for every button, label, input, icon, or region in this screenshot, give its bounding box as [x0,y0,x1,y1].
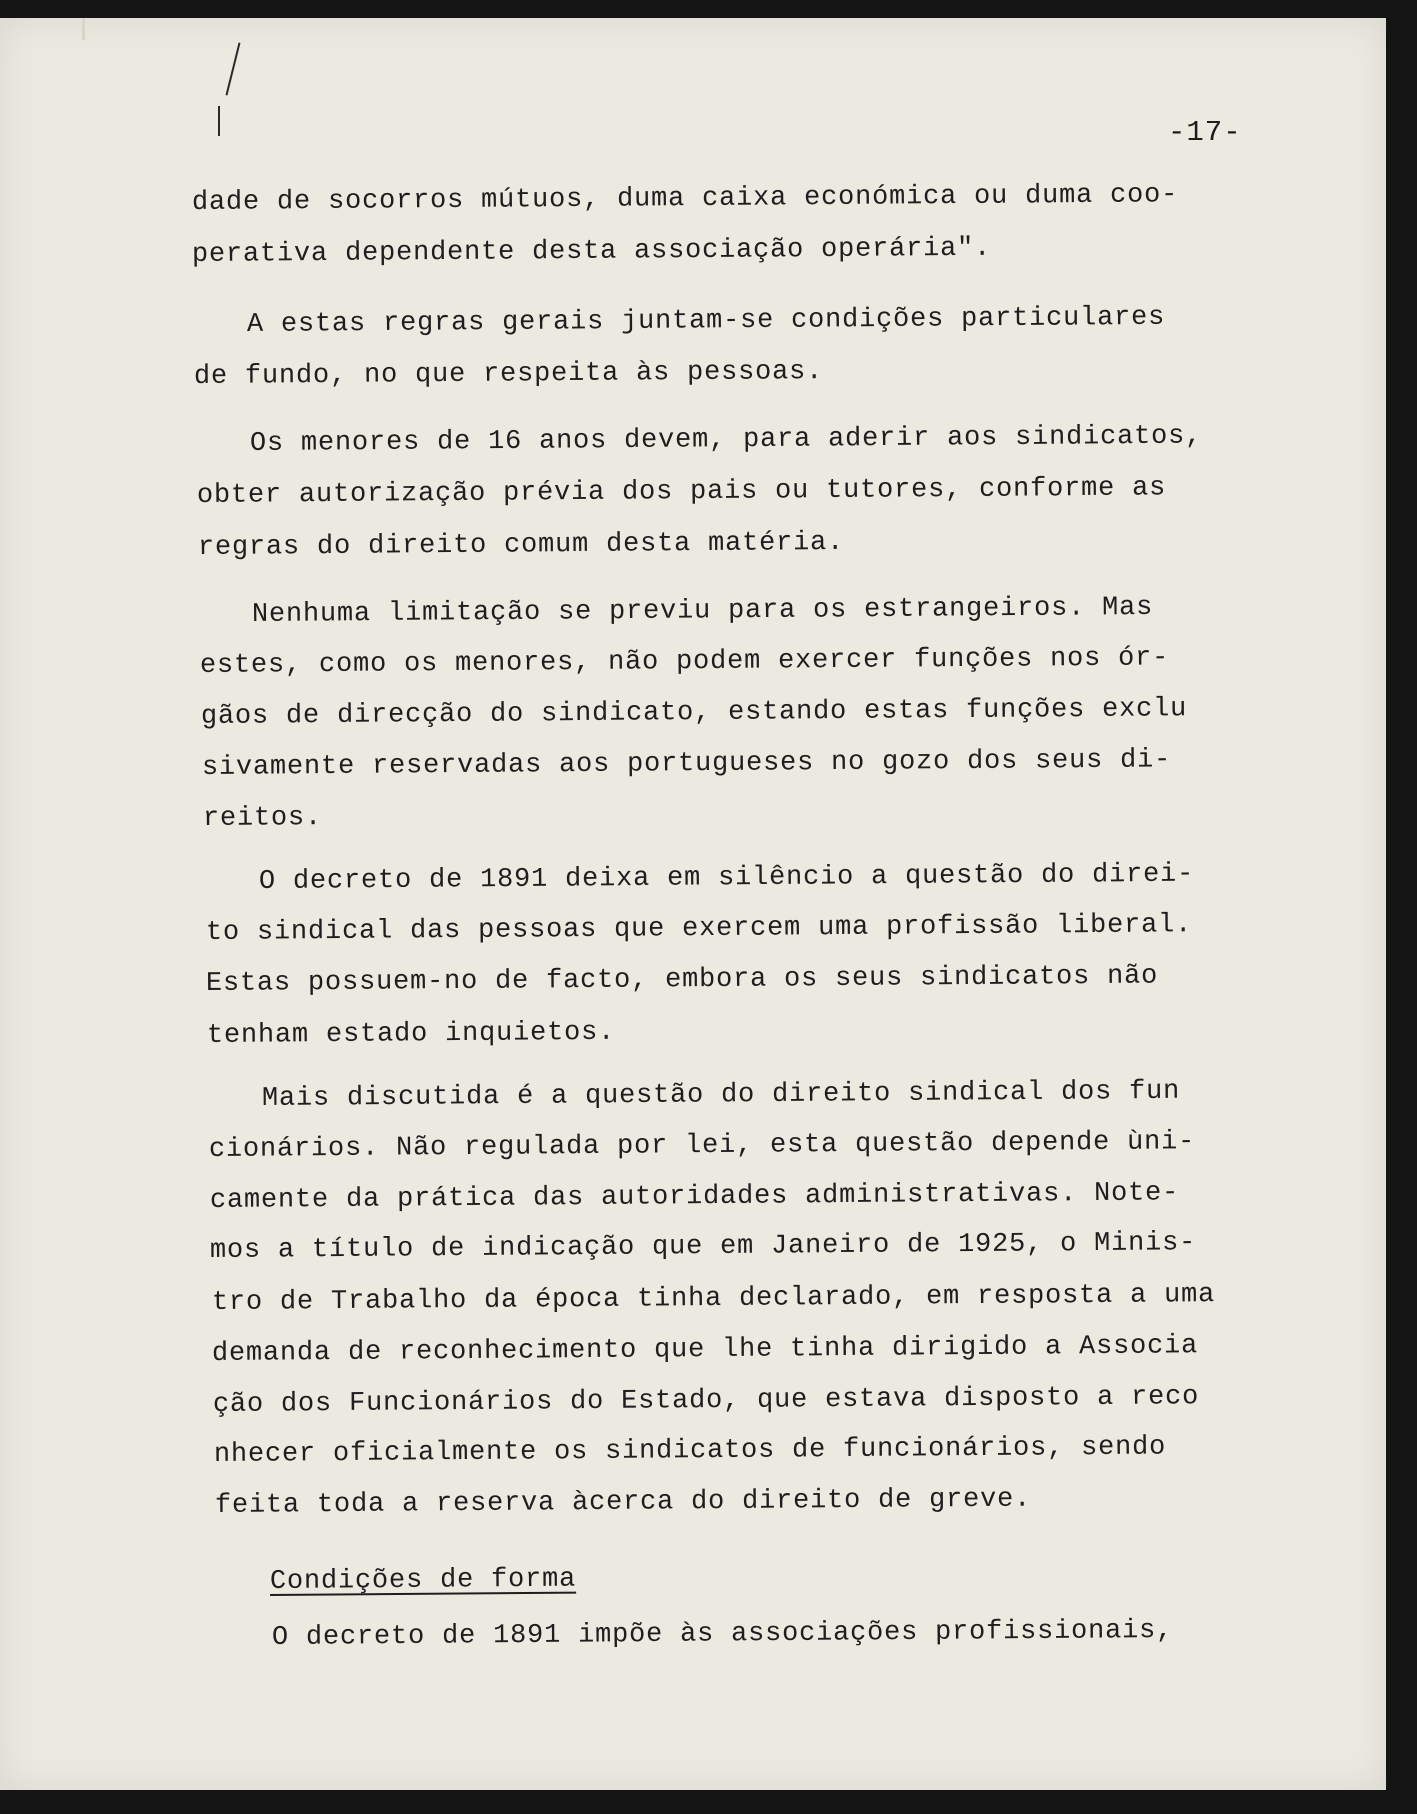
text-line: obter autorização prévia dos pais ou tutores, conforme as [196,473,1167,511]
text-line: nhecer oficialmente os sindicatos de funcionários, sendo [213,1432,1167,1470]
text-line: ção dos Funcionários do Estado, que estava disposto a reco [212,1382,1200,1420]
text-line: estes, como os menores, não podem exercer funções nos ór- [199,643,1170,681]
text-line: camente da prática das autoridades administrativas. Note- [209,1178,1180,1216]
text-line: tenham estado inquietos. [206,1017,616,1051]
pencil-mark [225,43,240,96]
text-line: gãos de direcção do sindicato, estando estas funções exclu [200,694,1188,732]
text-line: Mais discutida é a questão do direito sindical dos fun [261,1076,1181,1114]
text-line: A estas regras gerais juntam-se condições particulares [246,302,1166,340]
text-line: sivamente reservadas aos portugueses no gozo dos seus di- [201,745,1172,783]
text-line: O decreto de 1891 impõe às associações profissionais, [271,1615,1174,1653]
text-line: reitos. [202,803,323,834]
text-line: cionários. Não regulada por lei, esta questão depende ùni- [208,1127,1196,1165]
text-line: Estas possuem-no de facto, embora os seus sindicatos não [205,961,1159,999]
text-line: perativa dependente desta associação operária". [191,233,992,270]
text-line: demanda de reconhecimento que lhe tinha dirigido a Associa [211,1331,1199,1369]
text-line: Os menores de 16 anos devem, para aderir aos sindicatos, [249,421,1203,459]
text-line: to sindical das pessoas que exercem uma profissão liberal. [205,910,1193,948]
pencil-mark [218,106,220,136]
document-page [0,18,1386,1790]
page-edge-mark [82,18,85,40]
text-line: O decreto de 1891 deixa em silêncio a questão do direi- [258,859,1195,897]
text-line: tro de Trabalho da época tinha declarado, em resposta a uma [211,1280,1216,1318]
text-line: Nenhuma limitação se previu para os estrangeiros. Mas [251,592,1154,630]
text-line: dade de socorros mútuos, duma caixa económica ou duma coo- [191,180,1179,218]
text-line: regras do direito comum desta matéria. [197,527,845,563]
text-line: de fundo, no que respeita às pessoas. [193,357,824,392]
page-number: -17- [1168,116,1242,149]
section-heading: Condições de forma [269,1564,577,1597]
text-line: feita toda a reserva àcerca do direito de greve. [214,1484,1032,1521]
text-line: mos a título de indicação que em Janeiro de 1925, o Minis- [209,1228,1197,1266]
